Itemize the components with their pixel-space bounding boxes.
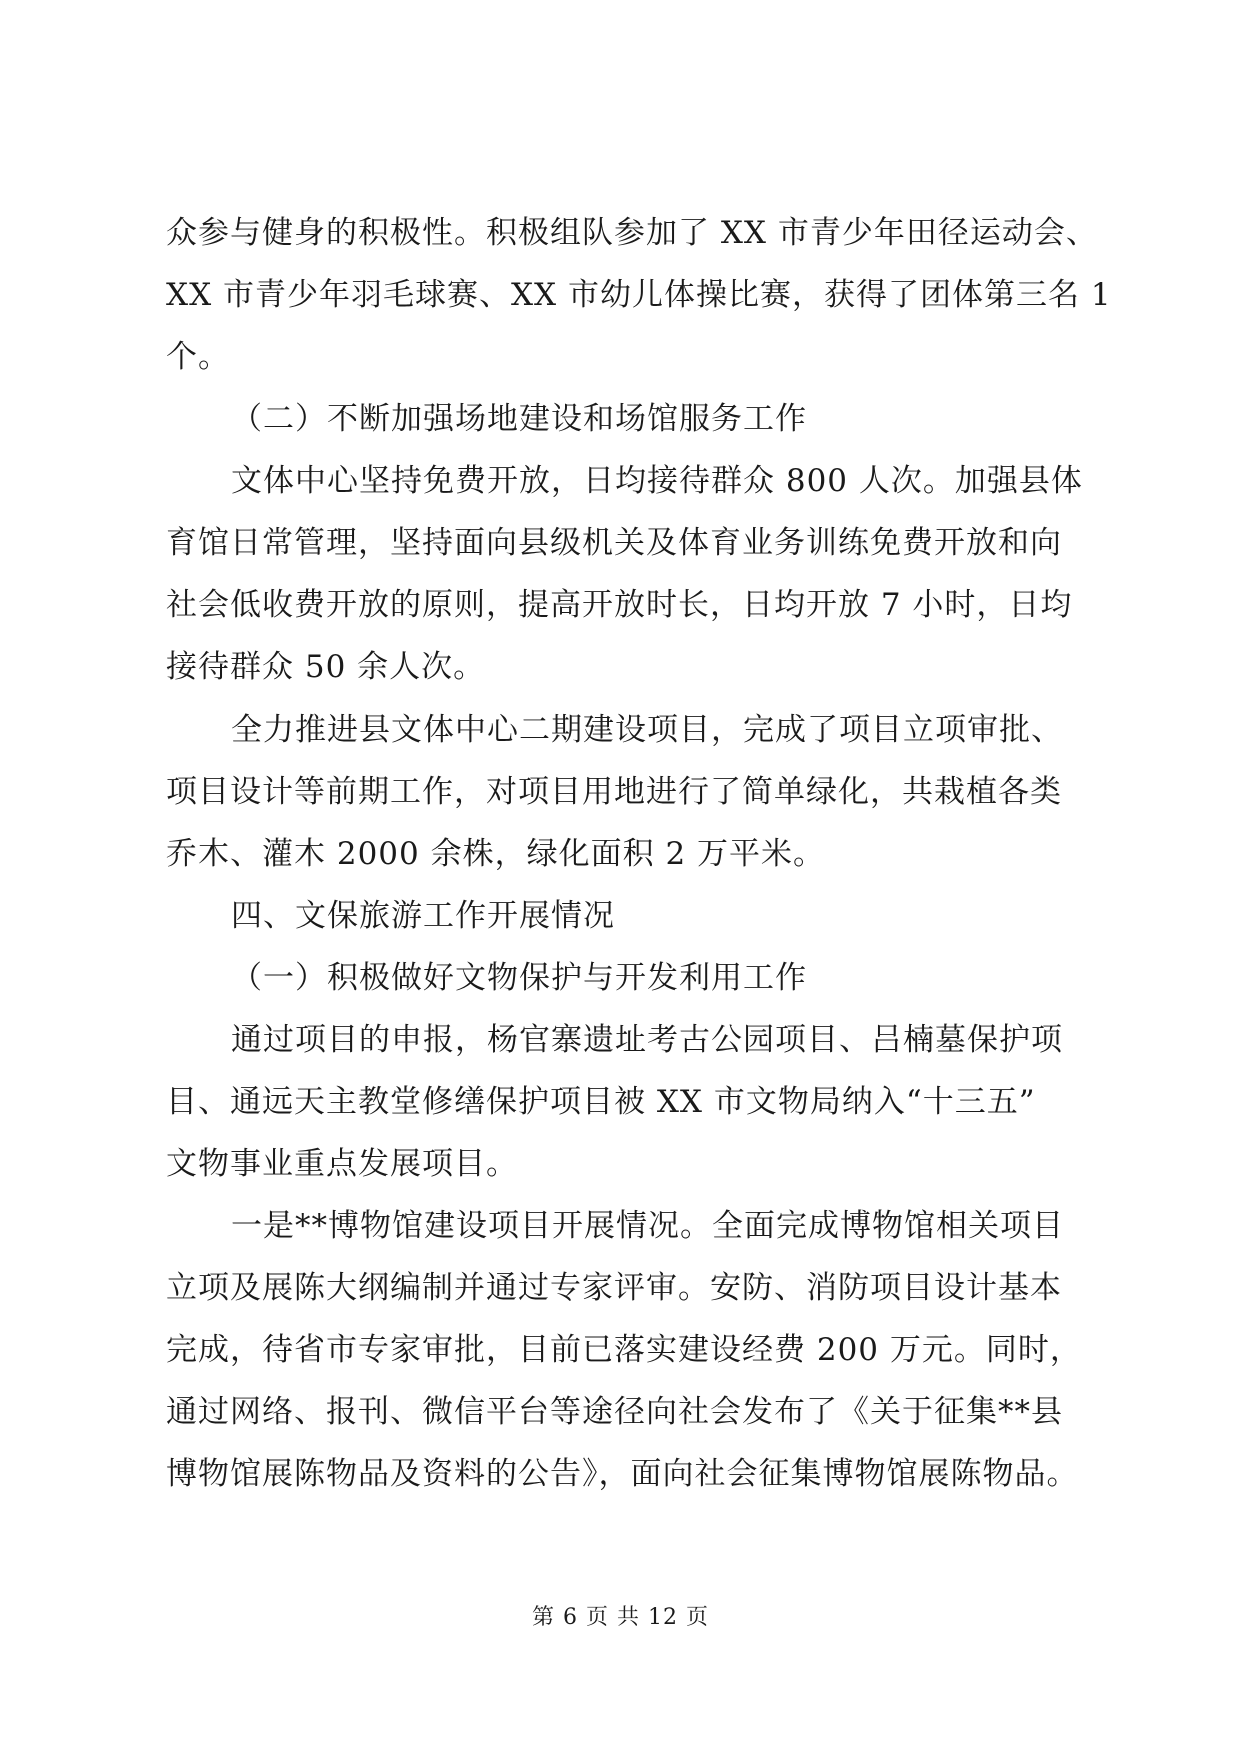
body-line-6: 育馆日常管理，坚持面向县级机关及体育业务训练免费开放和向 xyxy=(166,525,1062,561)
body-line-19: 完成，待省市专家审批，目前已落实建设经费 200 万元。同时， xyxy=(166,1332,1082,1368)
body-line-17: 一是**博物馆建设项目开展情况。全面完成博物馆相关项目 xyxy=(231,1208,1064,1244)
body-line-7: 社会低收费开放的原则，提高开放时长，日均开放 7 小时，日均 xyxy=(166,587,1073,623)
body-line-2: XX 市青少年羽毛球赛、XX 市幼儿体操比赛，获得了团体第三名 1 xyxy=(166,277,1112,313)
body-line-9: 全力推进县文体中心二期建设项目，完成了项目立项审批、 xyxy=(231,712,1063,748)
body-line-20: 通过网络、报刊、微信平台等途径向社会发布了《关于征集**县 xyxy=(166,1394,1063,1430)
body-line-8: 接待群众 50 余人次。 xyxy=(166,649,486,685)
body-line-16: 文物事业重点发展项目。 xyxy=(166,1146,518,1182)
section-heading-culture: 四、文保旅游工作开展情况 xyxy=(231,898,615,934)
body-line-1: 众参与健身的积极性。积极组队参加了 XX 市青少年田径运动会、 xyxy=(166,215,1098,251)
body-line-3: 个。 xyxy=(166,339,230,375)
body-line-10: 项目设计等前期工作，对项目用地进行了简单绿化，共栽植各类 xyxy=(166,774,1062,810)
section-heading-venue: （二）不断加强场地建设和场馆服务工作 xyxy=(231,401,807,437)
body-line-15: 目、通远天主教堂修缮保护项目被 XX 市文物局纳入“十三五” xyxy=(166,1084,1036,1120)
subsection-heading-relics: （一）积极做好文物保护与开发利用工作 xyxy=(231,960,807,996)
body-line-18: 立项及展陈大纲编制并通过专家评审。安防、消防项目设计基本 xyxy=(166,1270,1062,1306)
page-number-footer: 第 6 页 共 12 页 xyxy=(532,1605,709,1630)
body-line-14: 通过项目的申报，杨官寨遗址考古公园项目、吕楠墓保护项 xyxy=(231,1022,1063,1058)
body-line-11: 乔木、灌木 2000 余株，绿化面积 2 万平米。 xyxy=(166,836,826,872)
body-line-5: 文体中心坚持免费开放，日均接待群众 800 人次。加强县体 xyxy=(231,463,1083,499)
body-line-21: 博物馆展陈物品及资料的公告》，面向社会征集博物馆展陈物品。 xyxy=(166,1456,1079,1492)
